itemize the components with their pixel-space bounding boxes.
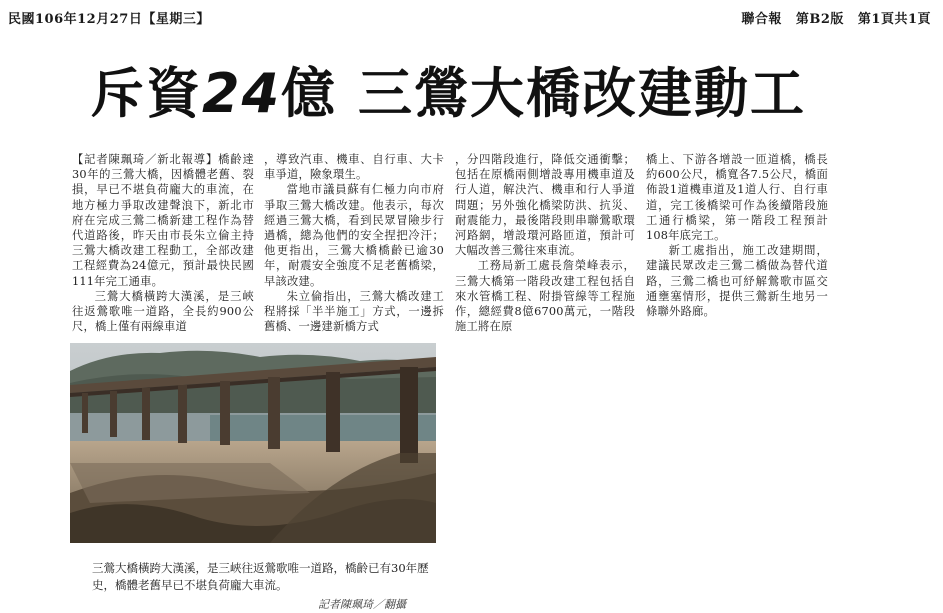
page-info — [727, 8, 931, 27]
article-paragraph: 當地市議員蘇有仁極力向市府爭取三鶯大橋改建。他表示，每次經過三鶯大橋，看到民眾冒險步行過橋，總為他們的安全捏把冷汗；他更指出，三鶯大橋橋齡已逾30年，耐震安全強度不足老舊橋梁，早該改建。 — [264, 183, 444, 288]
photo-credit: 記者陳珮琦／翻攝 — [318, 598, 406, 611]
page-number: 第1頁共1頁 — [857, 12, 931, 27]
article-paragraph: 新工處指出，施工改建期間，建議民眾改走三鶯二橋做為替代道路，三鶯二橋也可紓解鶯歌市區交通壅塞情形，提供三鶯新生地另一條聯外路廊。 — [646, 244, 828, 319]
article-paragraph: ，導致汽車、機車、自行車、大卡車爭道，險象環生。 — [264, 153, 444, 182]
bridge-photo — [70, 343, 436, 543]
article-paragraph: 三鶯大橋橫跨大漢溪，是三峽往返鶯歌唯一道路，全長約900公尺，橋上僅有兩線車道 — [72, 289, 254, 334]
article-paragraph: 朱立倫指出，三鶯大橋改建工程將採「半半施工」方式，一邊拆舊橋、一邊建新橋方式 — [264, 289, 444, 334]
headline: 斥資24億 三鶯大橋改建動工 — [90, 62, 806, 125]
article-column-3 — [455, 152, 635, 334]
issue-date: 民國106年12月27日【星期三】 — [8, 12, 210, 27]
article-column-4 — [646, 152, 828, 319]
newspaper-name: 聯合報 — [741, 12, 782, 27]
article-column-1 — [72, 152, 254, 334]
article-paragraph: ，分四階段進行，降低交通衝擊；包括在原橋兩側增設專用機車道及行人道，解決汽、機車和行人爭道問題；另外強化橋梁防洪、抗災、耐震能力，最後階段則串聯鶯歌環河路網，增設環河路匝道，預計可大幅改善三鶯往來車流。 — [455, 153, 635, 258]
article-paragraph: 【記者陳珮琦／新北報導】橋齡達30年的三鶯大橋，因橋體老舊、裂損，早已不堪負荷龐大的車流，在地方極力爭取改建聲浪下，新北市府在完成三鶯二橋新建工程作為替代道路後，昨天由市長朱立倫主持三鶯大橋改建工程動工，全部改建工程經費為24億元，預計最快民國111年完工通車。 — [72, 153, 254, 288]
article-paragraph: 橋上、下游各增設一匝道橋，橋長約600公尺，橋寬各7.5公尺，橋面佈設1道機車道及1道人行、自行車道，完工後橋梁可作為後續階段施工通行橋梁，第一階段工程預計108年底完工。 — [646, 153, 828, 243]
photo-caption: 三鶯大橋橫跨大漢溪，是三峽往返鶯歌唯一道路，橋齡已有30年歷史，橋體老舊早已不堪負荷龐大車流。 — [92, 561, 429, 592]
bridge-illustration — [70, 343, 436, 543]
article-paragraph: 工務局新工處長詹榮峰表示，三鶯大橋第一階段改建工程包括自來水管橋工程、附掛管線等工程施作，總經費8億6700萬元，一階段施工將在原 — [455, 259, 635, 334]
section-number: 第B2版 — [795, 12, 844, 27]
article-column-2 — [264, 152, 444, 334]
